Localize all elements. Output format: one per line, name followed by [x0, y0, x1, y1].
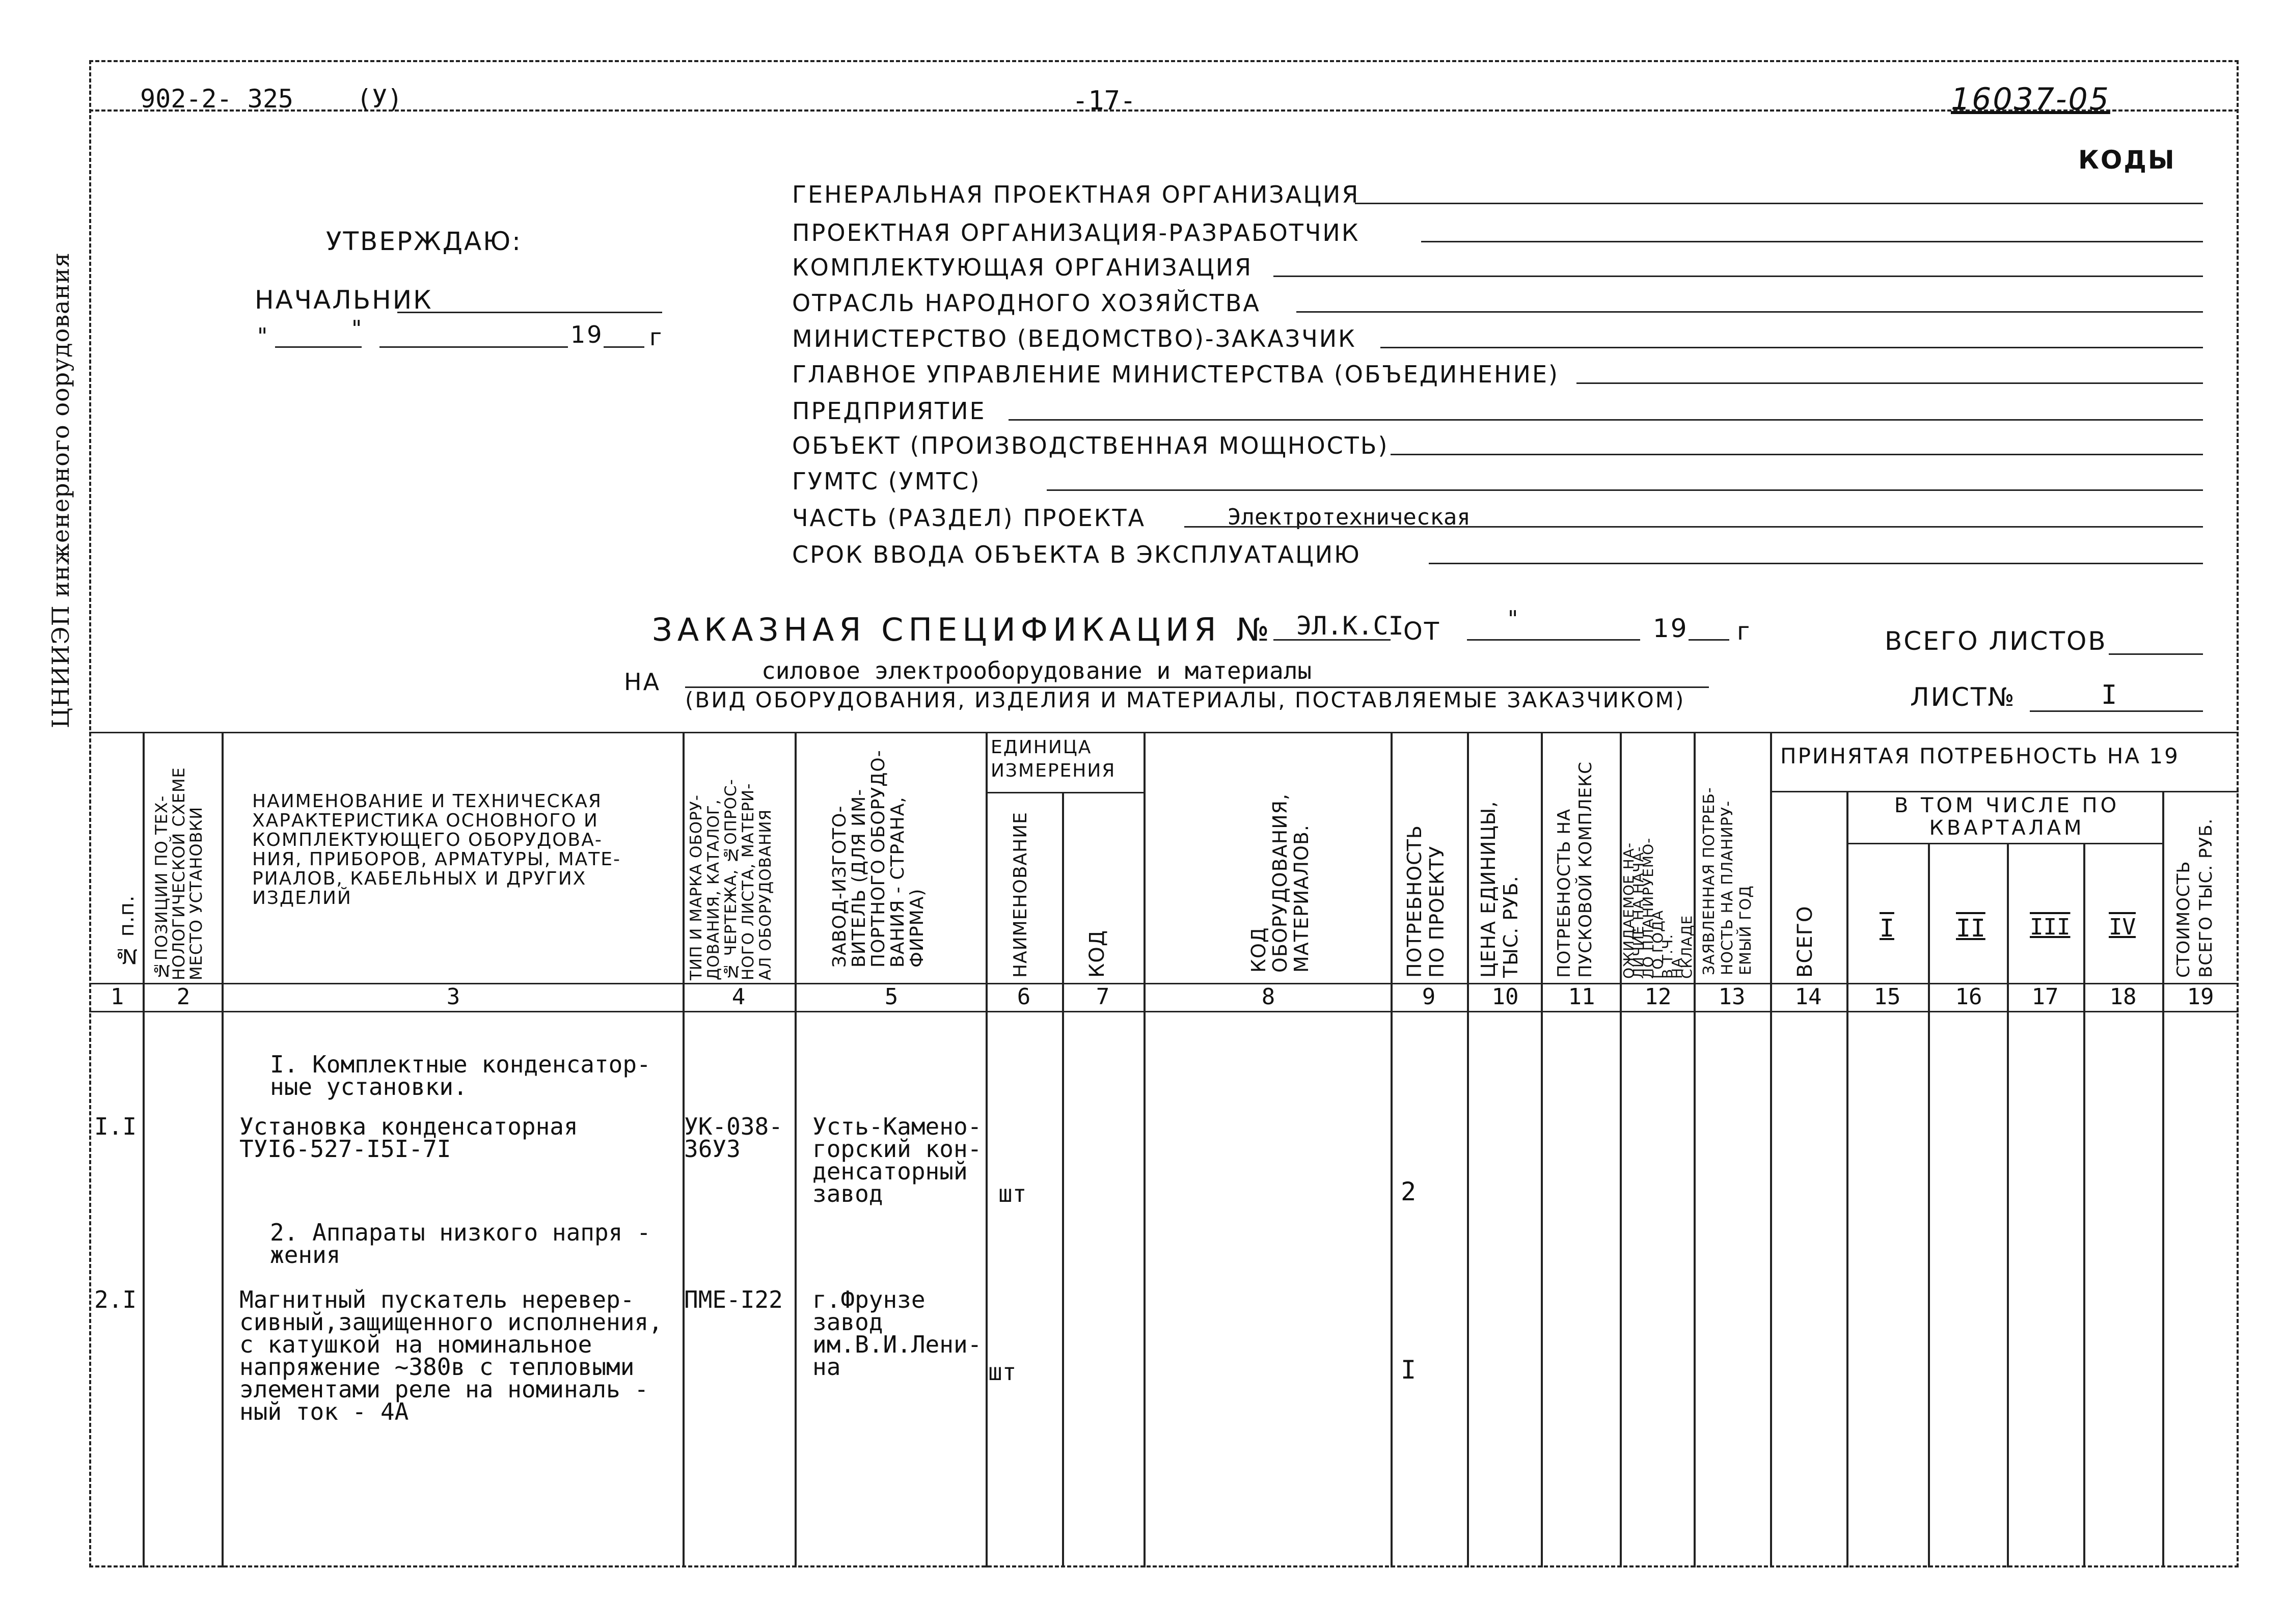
- col-header-maker: ЗАВОД-ИЗГОТО- ВИТЕЛЬ (ДЛЯ ИМ- ПОРТНОГО ОБОРУДО- ВАНИЯ - СТРАНА, ФИРМА): [829, 750, 928, 968]
- row-position: I.I: [94, 1113, 137, 1140]
- col-header-position: №ПОЗИЦИИ ПО ТЕХ- НОЛОГИЧЕСКОЙ СХЕМЕ МЕСТО УСТАНОВКИ: [152, 767, 206, 980]
- org-line-industry[interactable]: [1296, 311, 2203, 313]
- col-number: 12: [1644, 984, 1672, 1010]
- col-rule: [795, 732, 797, 1567]
- col-header-type: ТИП И МАРКА ОБОРУ- ДОВАНИЯ, КАТАЛОГ, № ЧЕРТЕЖА, №ОПРОС- НОГО ЛИСТА, МАТЕРИ- АЛ ОБОРУДОВАНИЯ: [687, 779, 775, 980]
- spec-subject: силовое электрооборудование и материалы: [761, 657, 1312, 684]
- row-maker: г.Фрунзе завод им.В.И.Лени- на: [812, 1286, 982, 1381]
- row-name: Магнитный пускатель неревер- сивный,защищенного исполнения, с катушкой на номинальное напряжение ~380в с тепловыми элементами реле на номиналь - ный ток - 4А: [239, 1286, 663, 1425]
- chief-signature-line: [397, 312, 662, 313]
- codes-label: КОДЫ: [2078, 145, 2176, 175]
- spec-date-line: [1467, 639, 1640, 641]
- spec-title: ЗАКАЗНАЯ СПЕЦИФИКАЦИЯ №: [652, 611, 1274, 648]
- date-day-line: [275, 346, 362, 348]
- total-sheets-label: ВСЕГО ЛИСТОВ: [1885, 626, 2107, 656]
- col-header-unit-name: НАИМЕНОВАНИЕ: [1010, 812, 1031, 978]
- accepted-sub-rule: [1770, 791, 2239, 792]
- org-label-industry: ОТРАСЛЬ НАРОДНОГО ХОЗЯЙСТВА: [792, 289, 1261, 317]
- org-line-gumts[interactable]: [1047, 489, 2203, 491]
- col-number: 13: [1718, 984, 1746, 1010]
- row-maker: Усть-Камено- горский кон- денсаторный завод: [812, 1113, 982, 1207]
- col-rule: [2162, 791, 2164, 1567]
- date-quote-close: ": [351, 316, 364, 342]
- spec-year-line: [1689, 639, 1729, 641]
- col-header-equipment-code: КОД ОБОРУДОВАНИЯ, МАТЕРИАЛОВ.: [1247, 793, 1313, 973]
- col-header-startup: ПОТРЕБНОСТЬ НА ПУСКОВОЙ КОМПЛЕКС: [1554, 761, 1596, 978]
- sheet-label: ЛИСТ№: [1910, 682, 2016, 712]
- col-rule: [986, 732, 988, 1567]
- col-rule: [1391, 732, 1393, 1567]
- spec-on: НА: [624, 668, 661, 696]
- date-quote-open: ": [257, 323, 269, 349]
- org-label-object: ОБЪЕКТ (ПРОИЗВОДСТВЕННАЯ МОЩНОСТЬ): [792, 432, 1389, 459]
- date-year-suffix: г: [649, 323, 664, 351]
- org-label-general: ГЕНЕРАЛЬНАЯ ПРОЕКТНАЯ ОРГАНИЗАЦИЯ: [792, 181, 1360, 208]
- col-rule: [222, 732, 224, 1567]
- col-number: 6: [1017, 984, 1031, 1010]
- org-label-directorate: ГЛАВНОЕ УПРАВЛЕНИЕ МИНИСТЕРСТВА (ОБЪЕДИНЕНИЕ): [792, 361, 1559, 388]
- row-position: 2.I: [94, 1286, 137, 1313]
- org-line-object[interactable]: [1391, 454, 2203, 455]
- row-type: УК-038- 36У3: [684, 1113, 783, 1163]
- col-rule: [1144, 732, 1146, 1567]
- col-header-expected: ОЖИДАЕМОЕ НА- ЛИЧИЕ НА НАЧА- ЛО ПЛАНИРУЕМО- ГО ГОДА В Т.Ч. НА СКЛАДЕ: [1620, 837, 1695, 979]
- accepted-header: ПРИНЯТАЯ ПОТРЕБНОСТЬ НА 19: [1780, 744, 2180, 768]
- col-header-q2: II: [1956, 914, 1985, 943]
- sheet-number: I: [2101, 680, 2117, 710]
- spec-year: 19: [1653, 614, 1689, 643]
- spec-number: ЭЛ.К.СI: [1296, 611, 1404, 641]
- col-number: 18: [2109, 984, 2137, 1010]
- col-number: 14: [1794, 984, 1822, 1010]
- row-unit: шт: [988, 1358, 1017, 1386]
- org-label-ministry: МИНИСТЕРСТВО (ВЕДОМСТВО)-ЗАКАЗЧИК: [792, 325, 1356, 352]
- col-rule: [1062, 792, 1064, 1567]
- col-header-unit-code: КОД: [1085, 929, 1109, 978]
- doc-code: 902-2- 325: [140, 84, 294, 114]
- org-label-gumts: ГУМТС (УМТС): [792, 467, 981, 495]
- col-header-index: № п.п.: [115, 895, 139, 968]
- spec-number-line: [1273, 639, 1391, 641]
- col-number: 5: [884, 984, 899, 1010]
- org-value-section: Электротехническая: [1228, 504, 1471, 530]
- col-rule: [1694, 732, 1696, 1567]
- col-number: 19: [2187, 984, 2214, 1010]
- row-quantity: I: [1401, 1355, 1417, 1385]
- col-rule: [2007, 843, 2009, 1567]
- col-number: 2: [176, 984, 190, 1010]
- spec-subject-caption: (ВИД ОБОРУДОВАНИЯ, ИЗДЕЛИЯ И МАТЕРИАЛЫ, ПОСТАВЛЯЕМЫЕ ЗАКАЗЧИКОМ): [685, 687, 1685, 712]
- spec-quote: ": [1508, 606, 1520, 632]
- side-stamp: ЦНИИЭП инженерного оорудования: [47, 252, 74, 728]
- org-line-ministry[interactable]: [1380, 347, 2203, 348]
- row-name: Установка конденсаторная ТУI6-527-I5I-7I: [239, 1113, 578, 1163]
- col-rule: [2083, 843, 2085, 1567]
- col-header-q3: III: [2030, 914, 2071, 940]
- col-number: 3: [446, 984, 460, 1010]
- col-rule: [1770, 732, 1772, 1567]
- col-header-total: ВСЕГО: [1793, 905, 1817, 978]
- page-marker: -17-: [1072, 86, 1136, 116]
- org-line-supplier[interactable]: [1273, 276, 2203, 277]
- table-top-rule: [89, 732, 2239, 733]
- col-number: 17: [2031, 984, 2059, 1010]
- col-header-declared: ЗАЯВЛЕННАЯ ПОТРЕБ- НОСТЬ НА ПЛАНИРУ- ЕМЫЙ ГОД: [1700, 787, 1755, 975]
- col-header-q4: IV: [2109, 914, 2136, 940]
- col-header-cost: СТОИМОСТЬ ВСЕГО ТЫС. РУБ.: [2173, 818, 2216, 978]
- header-divider: [89, 109, 2239, 112]
- date-year-prefix: 19: [570, 321, 604, 348]
- approve-label: УТВЕРЖДАЮ:: [326, 227, 523, 256]
- org-line-directorate[interactable]: [1576, 382, 2203, 384]
- section-title: I. Комплектные конденсатор- ные установки.: [270, 1051, 651, 1100]
- doc-suffix: (У): [357, 84, 403, 114]
- col-header-price: ЦЕНА ЕДИНИЦЫ, ТЫС. РУБ.: [1477, 801, 1522, 978]
- col-rule: [1467, 732, 1469, 1567]
- col-rule: [1846, 791, 1848, 1567]
- archive-number: 16037-05: [1951, 81, 2110, 117]
- col-number: 16: [1955, 984, 1982, 1010]
- col-number: 8: [1261, 984, 1275, 1010]
- org-line-section[interactable]: [1184, 526, 2203, 528]
- org-line-general[interactable]: [1355, 203, 2203, 204]
- unit-header: ЕДИНИЦА ИЗМЕРЕНИЯ: [991, 737, 1116, 781]
- col-number: 7: [1096, 984, 1110, 1010]
- org-label-developer: ПРОЕКТНАЯ ОРГАНИЗАЦИЯ-РАЗРАБОТЧИК: [792, 219, 1360, 246]
- total-sheets-line[interactable]: [2109, 653, 2203, 655]
- org-line-enterprise[interactable]: [1009, 419, 2203, 421]
- org-label-supplier: КОМПЛЕКТУЮЩАЯ ОРГАНИЗАЦИЯ: [792, 254, 1253, 281]
- org-line-commissioning[interactable]: [1429, 563, 2203, 564]
- org-line-developer[interactable]: [1421, 241, 2203, 242]
- unit-sub-rule: [986, 792, 1144, 793]
- chief-label: НАЧАЛЬНИК: [255, 285, 433, 315]
- sheet-number-line: [2030, 710, 2203, 712]
- row-unit: шт: [998, 1180, 1027, 1207]
- col-header-demand: ПОТРЕБНОСТЬ ПО ПРОЕКТУ: [1403, 825, 1448, 978]
- date-year-line: [604, 346, 644, 348]
- spec-year-suffix: г: [1737, 617, 1752, 646]
- row-quantity: 2: [1401, 1177, 1417, 1206]
- col-header-name: НАИМЕНОВАНИЕ И ТЕХНИЧЕСКАЯ ХАРАКТЕРИСТИКА ОСНОВНОГО И КОМПЛЕКТУЮЩЕГО ОБОРУДОВА- НИЯ, ПРИБОРОВ, АРМАТУРЫ, МАТЕ- РИАЛОВ, КАБЕЛЬНЫХ И ДРУГИХ ИЗДЕЛИЙ: [252, 791, 621, 909]
- col-number: 11: [1568, 984, 1595, 1010]
- org-label-enterprise: ПРЕДПРИЯТИЕ: [792, 397, 986, 425]
- col-number: 9: [1422, 984, 1436, 1010]
- org-label-commissioning: СРОК ВВОДА ОБЪЕКТА В ЭКСПЛУАТАЦИЮ: [792, 541, 1361, 568]
- col-number: 4: [731, 984, 746, 1010]
- row-type: ПМЕ-I22: [684, 1286, 783, 1313]
- quarters-sub-rule: [1846, 843, 2162, 844]
- col-rule: [143, 732, 145, 1567]
- org-label-section: ЧАСТЬ (РАЗДЕЛ) ПРОЕКТА: [792, 504, 1146, 532]
- col-number: 15: [1873, 984, 1901, 1010]
- col-header-q1: I: [1880, 914, 1894, 943]
- col-rule: [1541, 732, 1543, 1567]
- col-number: 10: [1491, 984, 1519, 1010]
- section-title: 2. Аппараты низкого напря - жения: [270, 1219, 651, 1269]
- col-number: 1: [110, 984, 124, 1010]
- quarters-header: В ТОМ ЧИСЛЕ ПО КВАРТАЛАМ: [1894, 794, 2120, 840]
- date-month-line: [379, 346, 568, 348]
- col-rule: [1928, 843, 1930, 1567]
- spec-from: ОТ: [1403, 617, 1441, 646]
- col-number-bottom-rule: [89, 1011, 2239, 1012]
